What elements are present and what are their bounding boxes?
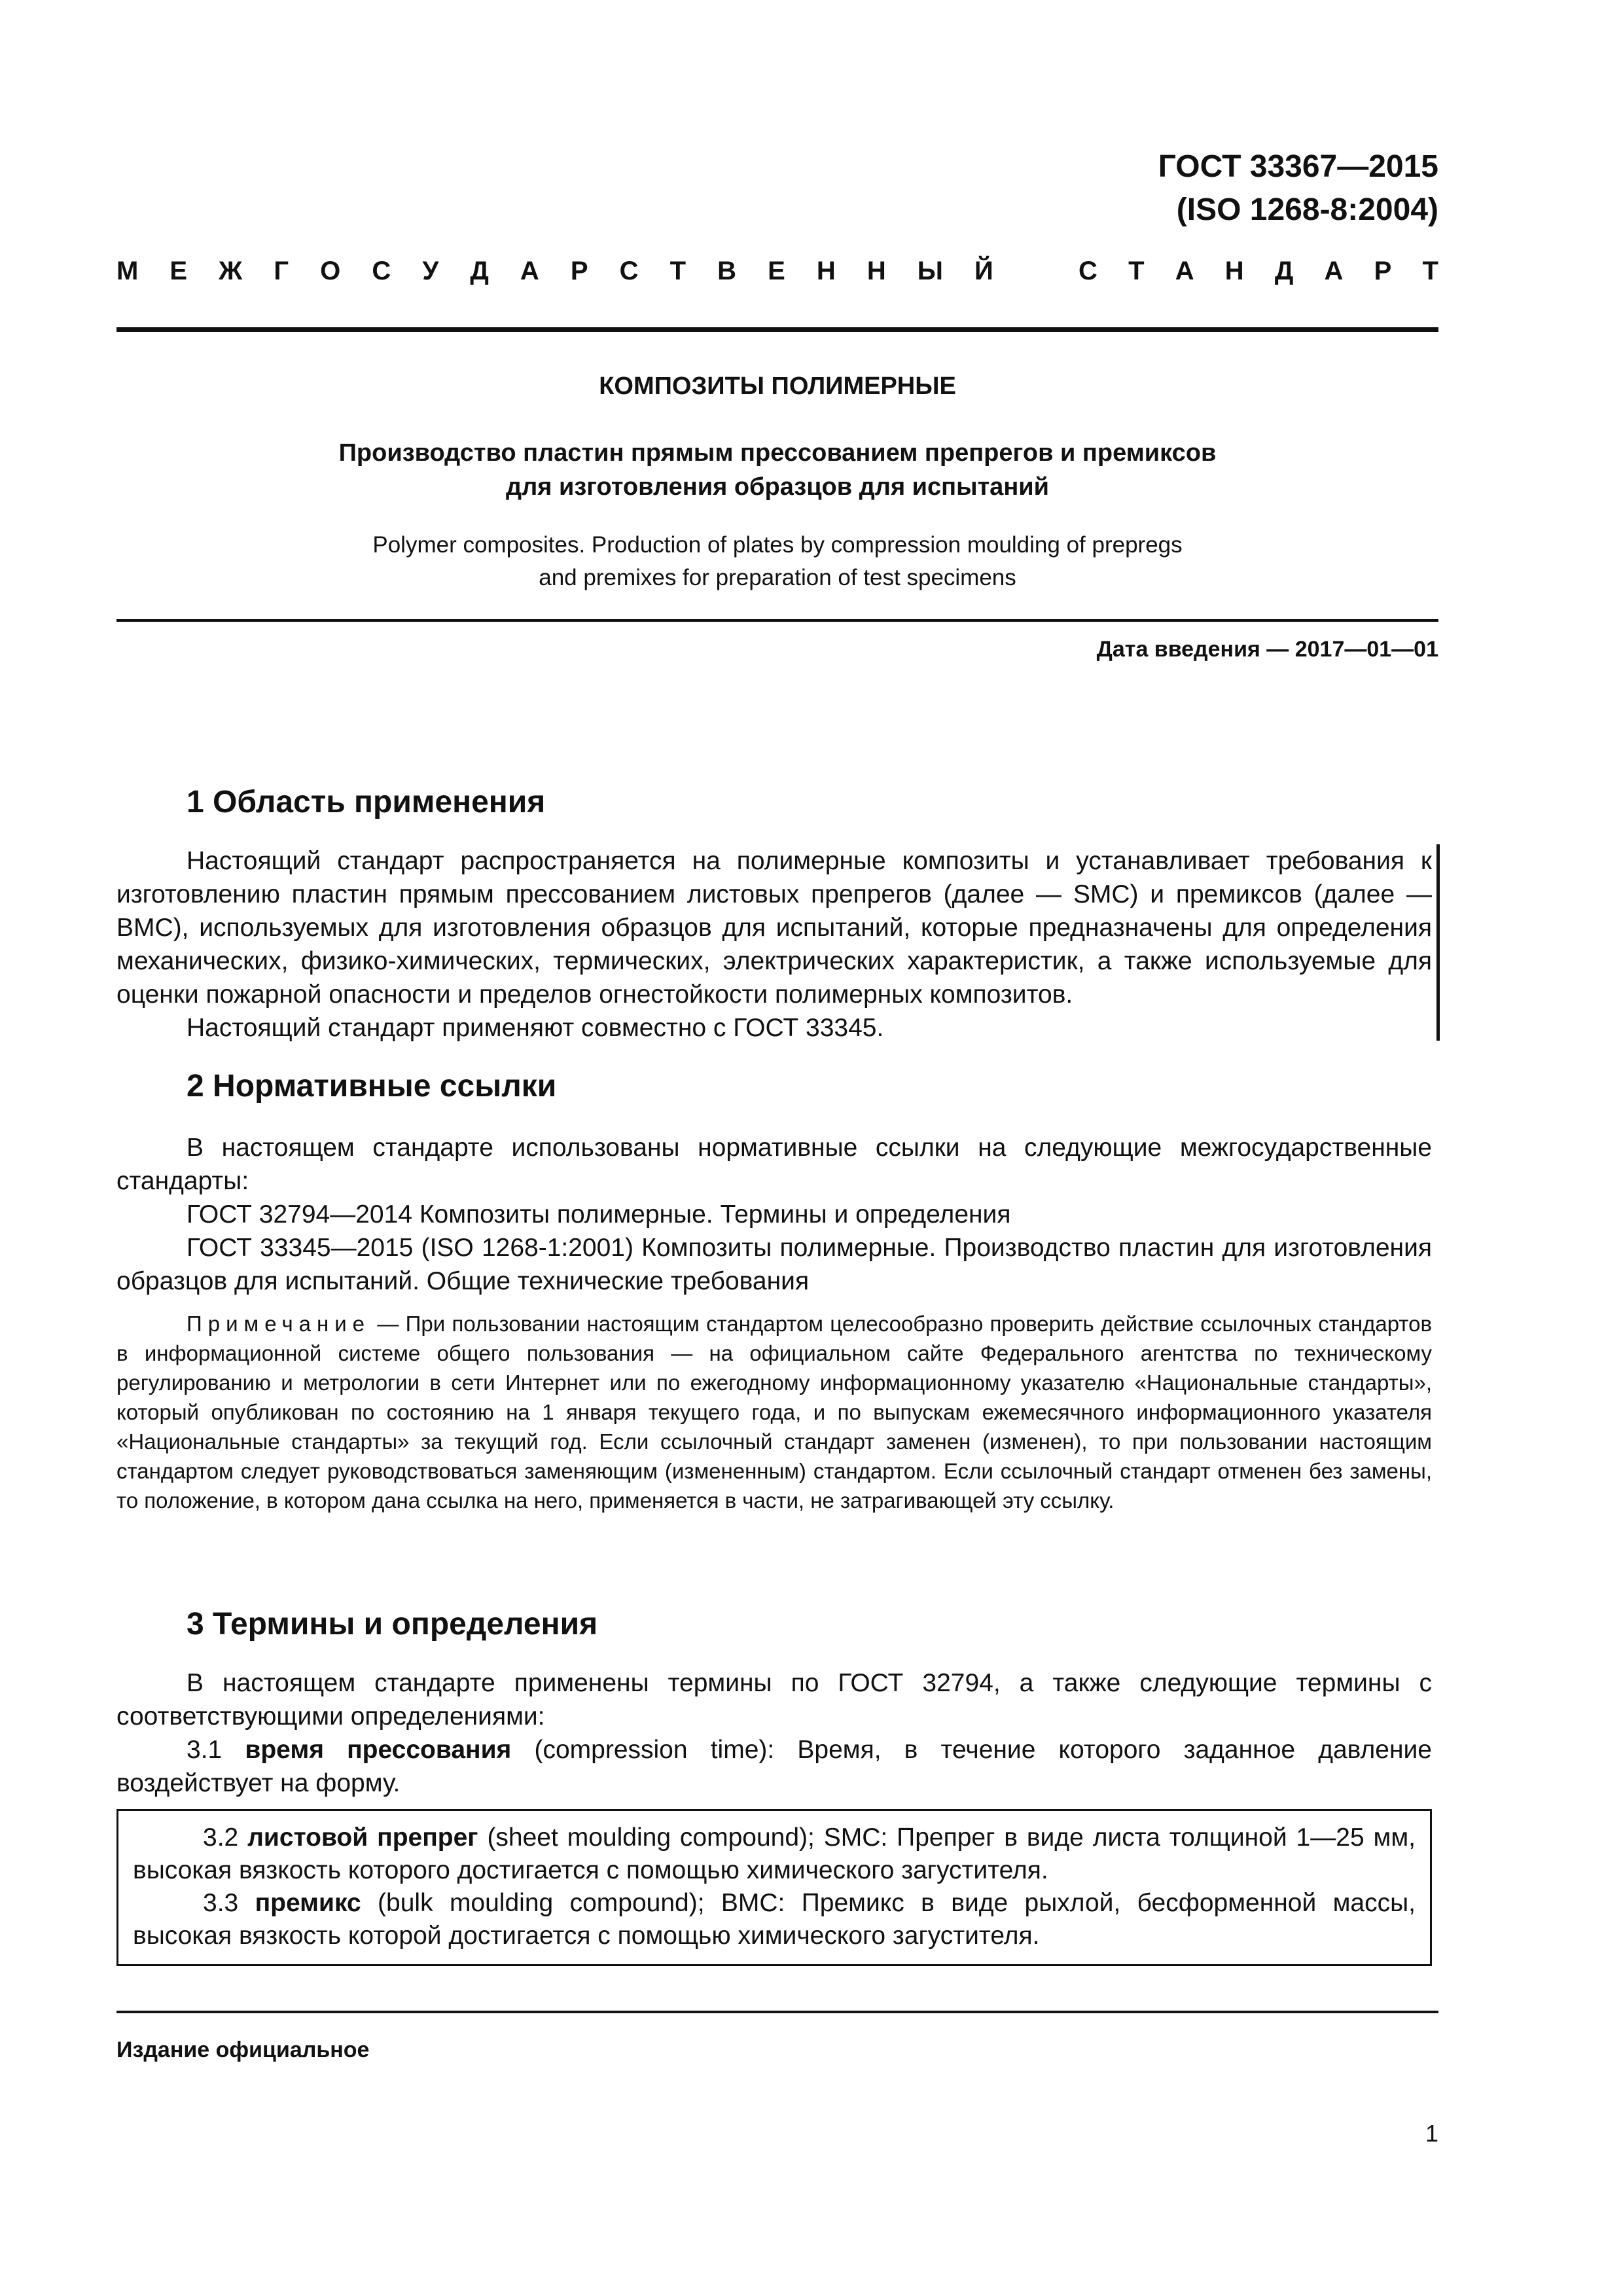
banner-letter: А <box>1175 257 1194 285</box>
banner-letter: О <box>320 257 341 285</box>
term-3-1 <box>116 1733 1432 1800</box>
banner-letter: В <box>717 257 736 285</box>
subtitle-line-2: для изготовления образцов для испытаний <box>505 473 1049 501</box>
reference-gost-33345: ГОСТ 33345—2015 (ISO 1268-1:2001) Композиты полимерные. Производство пластин для изготовления образцов для испытаний. Общие технические требования <box>116 1234 1432 1295</box>
banner-letter: Е <box>768 257 785 285</box>
english-title <box>116 529 1438 594</box>
term-3-2-number: 3.2 <box>203 1823 248 1852</box>
banner-word-interstate <box>116 254 993 288</box>
header-rule <box>116 327 1438 332</box>
iso-number: (ISO 1268-8:2004) <box>1176 192 1438 227</box>
note-text: — При пользовании настоящим стандартом целесообразно проверить действие ссылочных стандартов в информационной системе общего пользования — на официальном сайте Федерального агентства по техническому регулированию и метрологии в сети Интернет или по ежегодному информационному указателю «Национальные стандарты», который опубликован по состоянию на 1 января текущего года, и по выпускам ежемесячного информационного указателя «Национальные стандарты» за текущий год. Если ссылочный стандарт заменен (изменен), то при пользовании настоящим стандартом следует руководствоваться заменяющим (измененным) стандартом. Если ссылочный стандарт отменен без замены, то положение, в котором дана ссылка на него, применяется в части, не затрагивающей эту ссылку. <box>116 1312 1432 1513</box>
banner-letter: Р <box>570 257 588 285</box>
term-3-3-name: премикс <box>255 1889 361 1917</box>
official-edition-label: Издание официальное <box>116 2037 370 2062</box>
banner-letter: Т <box>1422 257 1438 285</box>
banner-letter: Д <box>470 257 489 285</box>
note-label: Примечание <box>187 1312 371 1336</box>
term-3-3-number: 3.3 <box>203 1889 255 1917</box>
section-2-body <box>116 1131 1432 1298</box>
banner-letter: Д <box>1274 257 1294 285</box>
banner-letter: Т <box>1128 257 1145 285</box>
page-number: 1 <box>1425 2120 1438 2147</box>
term-3-2-name: листовой препрег <box>247 1823 478 1852</box>
banner-word-standard <box>1079 254 1438 288</box>
section-2-heading: 2 Нормативные ссылки <box>187 1069 557 1103</box>
footer-rule <box>116 2011 1438 2013</box>
banner-letter: Й <box>974 257 993 285</box>
banner-letter: А <box>1324 257 1344 285</box>
term-3-1-name: время прессования <box>245 1736 512 1764</box>
banner-letter: Т <box>669 257 687 285</box>
banner-letter: Н <box>1224 257 1244 285</box>
banner-letter: С <box>1079 257 1097 285</box>
reference-gost-32794: ГОСТ 32794—2014 Композиты полимерные. Термины и определения <box>187 1200 1011 1229</box>
banner-letter: Е <box>169 257 188 285</box>
term-3-2-definition: (sheet moulding compound); SMC: Препрег в виде листа толщиной 1—25 мм, высокая вязкость которого достигается с помощью химического загустителя. <box>133 1823 1416 1884</box>
banner-letter: Н <box>866 257 886 285</box>
section-1-body <box>116 844 1432 1045</box>
banner-letter: Н <box>816 257 836 285</box>
section-3-heading: 3 Термины и определения <box>187 1607 598 1641</box>
banner-letter: А <box>520 257 539 285</box>
amended-terms-box <box>116 1809 1432 1966</box>
banner-letter: Ы <box>917 257 943 285</box>
term-3-3 <box>133 1887 1416 1952</box>
banner-letter: У <box>422 257 439 285</box>
section-1-paragraph-1: Настоящий стандарт распространяется на полимерные композиты и устанавливает требования к изготовлению пластин прямым прессованием листовых препрегов (далее — SMC) и премиксов (далее — BMC), используемых для изготовления образцов для испытаний, которые предназначены для определения механических, физико-химических, термических, электрических характеристик, а также используемые для оценки пожарной опасности и пределов огнестойкости полимерных композитов. <box>116 847 1432 1009</box>
section-1-paragraph-2: Настоящий стандарт применяют совместно с ГОСТ 33345. <box>187 1014 884 1042</box>
banner-letter: Ж <box>219 257 243 285</box>
section-2-paragraph-1: В настоящем стандарте использованы нормативные ссылки на следующие межгосударственные стандарты: <box>116 1134 1432 1195</box>
section-3-body <box>116 1666 1432 1800</box>
banner-letter: Г <box>274 257 289 285</box>
section-3-paragraph-1: В настоящем стандарте применены термины по ГОСТ 32794, а также следующие термины с соответствующими определениями: <box>116 1669 1432 1731</box>
term-3-2 <box>133 1821 1416 1887</box>
section-1-heading: 1 Область применения <box>187 785 546 819</box>
title-rule <box>116 619 1438 622</box>
banner-letter: С <box>372 257 391 285</box>
term-3-1-definition: (compression time): Время, в течение которого заданное давление воздействует на форму. <box>116 1736 1432 1797</box>
english-title-line-1: Polymer composites. Production of plates by compression moulding of prepregs <box>372 532 1183 558</box>
standard-designation <box>1158 145 1438 232</box>
banner-letter: Р <box>1374 257 1392 285</box>
standard-number: ГОСТ 33367—2015 <box>1158 149 1438 184</box>
banner-letter: С <box>619 257 639 285</box>
introduction-date: Дата введения — 2017—01—01 <box>1096 637 1438 662</box>
document-title: КОМПОЗИТЫ ПОЛИМЕРНЫЕ <box>599 372 956 400</box>
document-page <box>116 0 1438 2296</box>
subtitle-line-1: Производство пластин прямым прессованием препрегов и премиксов <box>338 439 1217 467</box>
term-3-1-number: 3.1 <box>187 1736 245 1764</box>
interstate-standard-banner <box>116 254 1438 288</box>
document-subtitle <box>116 436 1438 504</box>
change-marker-bar <box>1436 844 1440 1041</box>
banner-letter: М <box>116 257 139 285</box>
section-2-note <box>116 1309 1432 1515</box>
english-title-line-2: and premixes for preparation of test specimens <box>539 565 1016 590</box>
term-3-3-definition: (bulk moulding compound); BMC: Премикс в виде рыхлой, бесформенной массы, высокая вязкость которой достигается с помощью химического загустителя. <box>133 1889 1416 1950</box>
